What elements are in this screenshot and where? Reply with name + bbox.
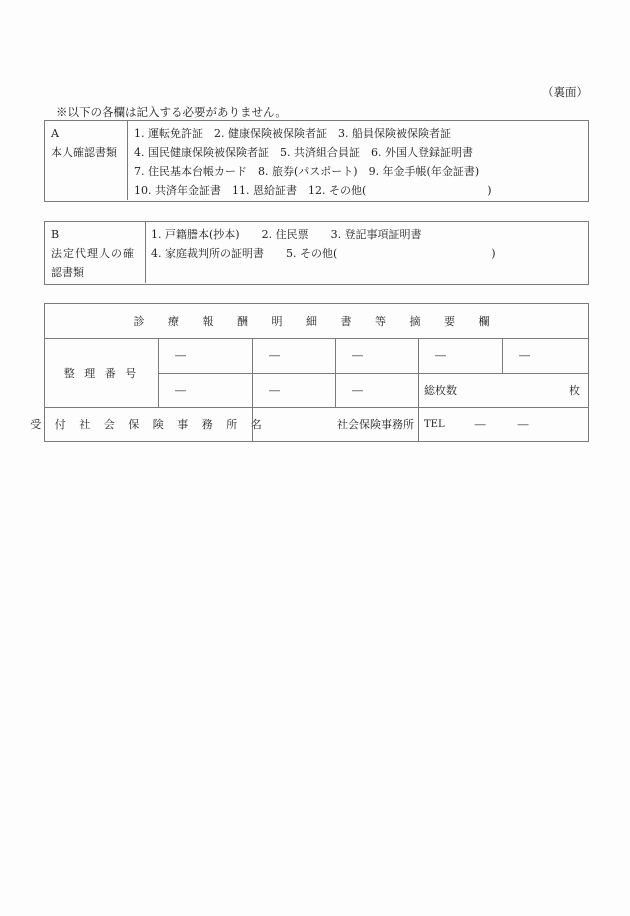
reference-number-cell[interactable]: ― (269, 383, 280, 397)
reference-number-cell[interactable]: ― (519, 349, 530, 362)
section-a-title: 本人確認書類 (51, 146, 117, 159)
reference-number-cell[interactable]: ― (352, 383, 363, 397)
reverse-side-label: （裏面） (542, 85, 588, 99)
reference-number-cell[interactable]: ― (269, 349, 280, 362)
reference-number-cell[interactable]: ― (352, 349, 363, 362)
divider (145, 222, 146, 283)
total-sheets-field[interactable] (418, 373, 588, 407)
section-b-item-line: 4. 家庭裁判所の証明書 5. その他( ) (151, 247, 496, 260)
section-b-title: 法定代理人の確 (51, 247, 135, 260)
reference-number-cell[interactable]: ― (175, 383, 186, 397)
section-a-identity-documents (44, 120, 589, 202)
reference-number-cell[interactable]: ― (175, 349, 186, 362)
summary-table (30, 303, 589, 442)
tel-field[interactable] (418, 407, 588, 441)
section-b-title-cont: 認書類 (51, 266, 84, 279)
instruction-note: ※以下の各欄は記入する必要がありません。 (56, 105, 287, 119)
section-a-code: A (51, 127, 59, 140)
section-a-item-line: 10. 共済年金証書 11. 恩給証書 12. その他( ) (134, 184, 492, 197)
section-b-code: B (51, 228, 60, 241)
office-suffix: 社会保険事務所 (337, 418, 414, 431)
tel-label: TEL (424, 418, 445, 430)
total-sheets-unit: 枚 (569, 384, 580, 397)
tel-separator: ― (517, 417, 529, 431)
section-a-item-line: 7. 住民基本台帳カード 8. 旅券(パスポート) 9. 年金手帳(年金証書) (134, 165, 480, 178)
office-name-field[interactable] (252, 407, 418, 441)
reference-number-label: 整 理 番 号 (63, 366, 140, 380)
section-b-item-line: 1. 戸籍謄本(抄本) 2. 住民票 3. 登記事項証明書 (151, 228, 422, 241)
section-a-item-line: 4. 国民健康保険被保険者証 5. 共済組合員証 6. 外国人登録証明書 (134, 146, 473, 159)
receiving-office-label: 受 付 社 会 保 険 事 務 所 名 (30, 418, 267, 431)
section-b-legal-representative-documents (44, 221, 589, 285)
total-sheets-label: 総枚数 (424, 384, 457, 397)
reference-number-cell[interactable]: ― (435, 349, 446, 362)
tel-separator: ― (474, 417, 486, 431)
section-a-item-line: 1. 運転免許証 2. 健康保険被保険者証 3. 船員保険被保険者証 (134, 127, 451, 140)
summary-table-title: 診 療 報 酬 明 細 書 等 摘 要 欄 (133, 315, 500, 328)
divider (127, 121, 128, 200)
